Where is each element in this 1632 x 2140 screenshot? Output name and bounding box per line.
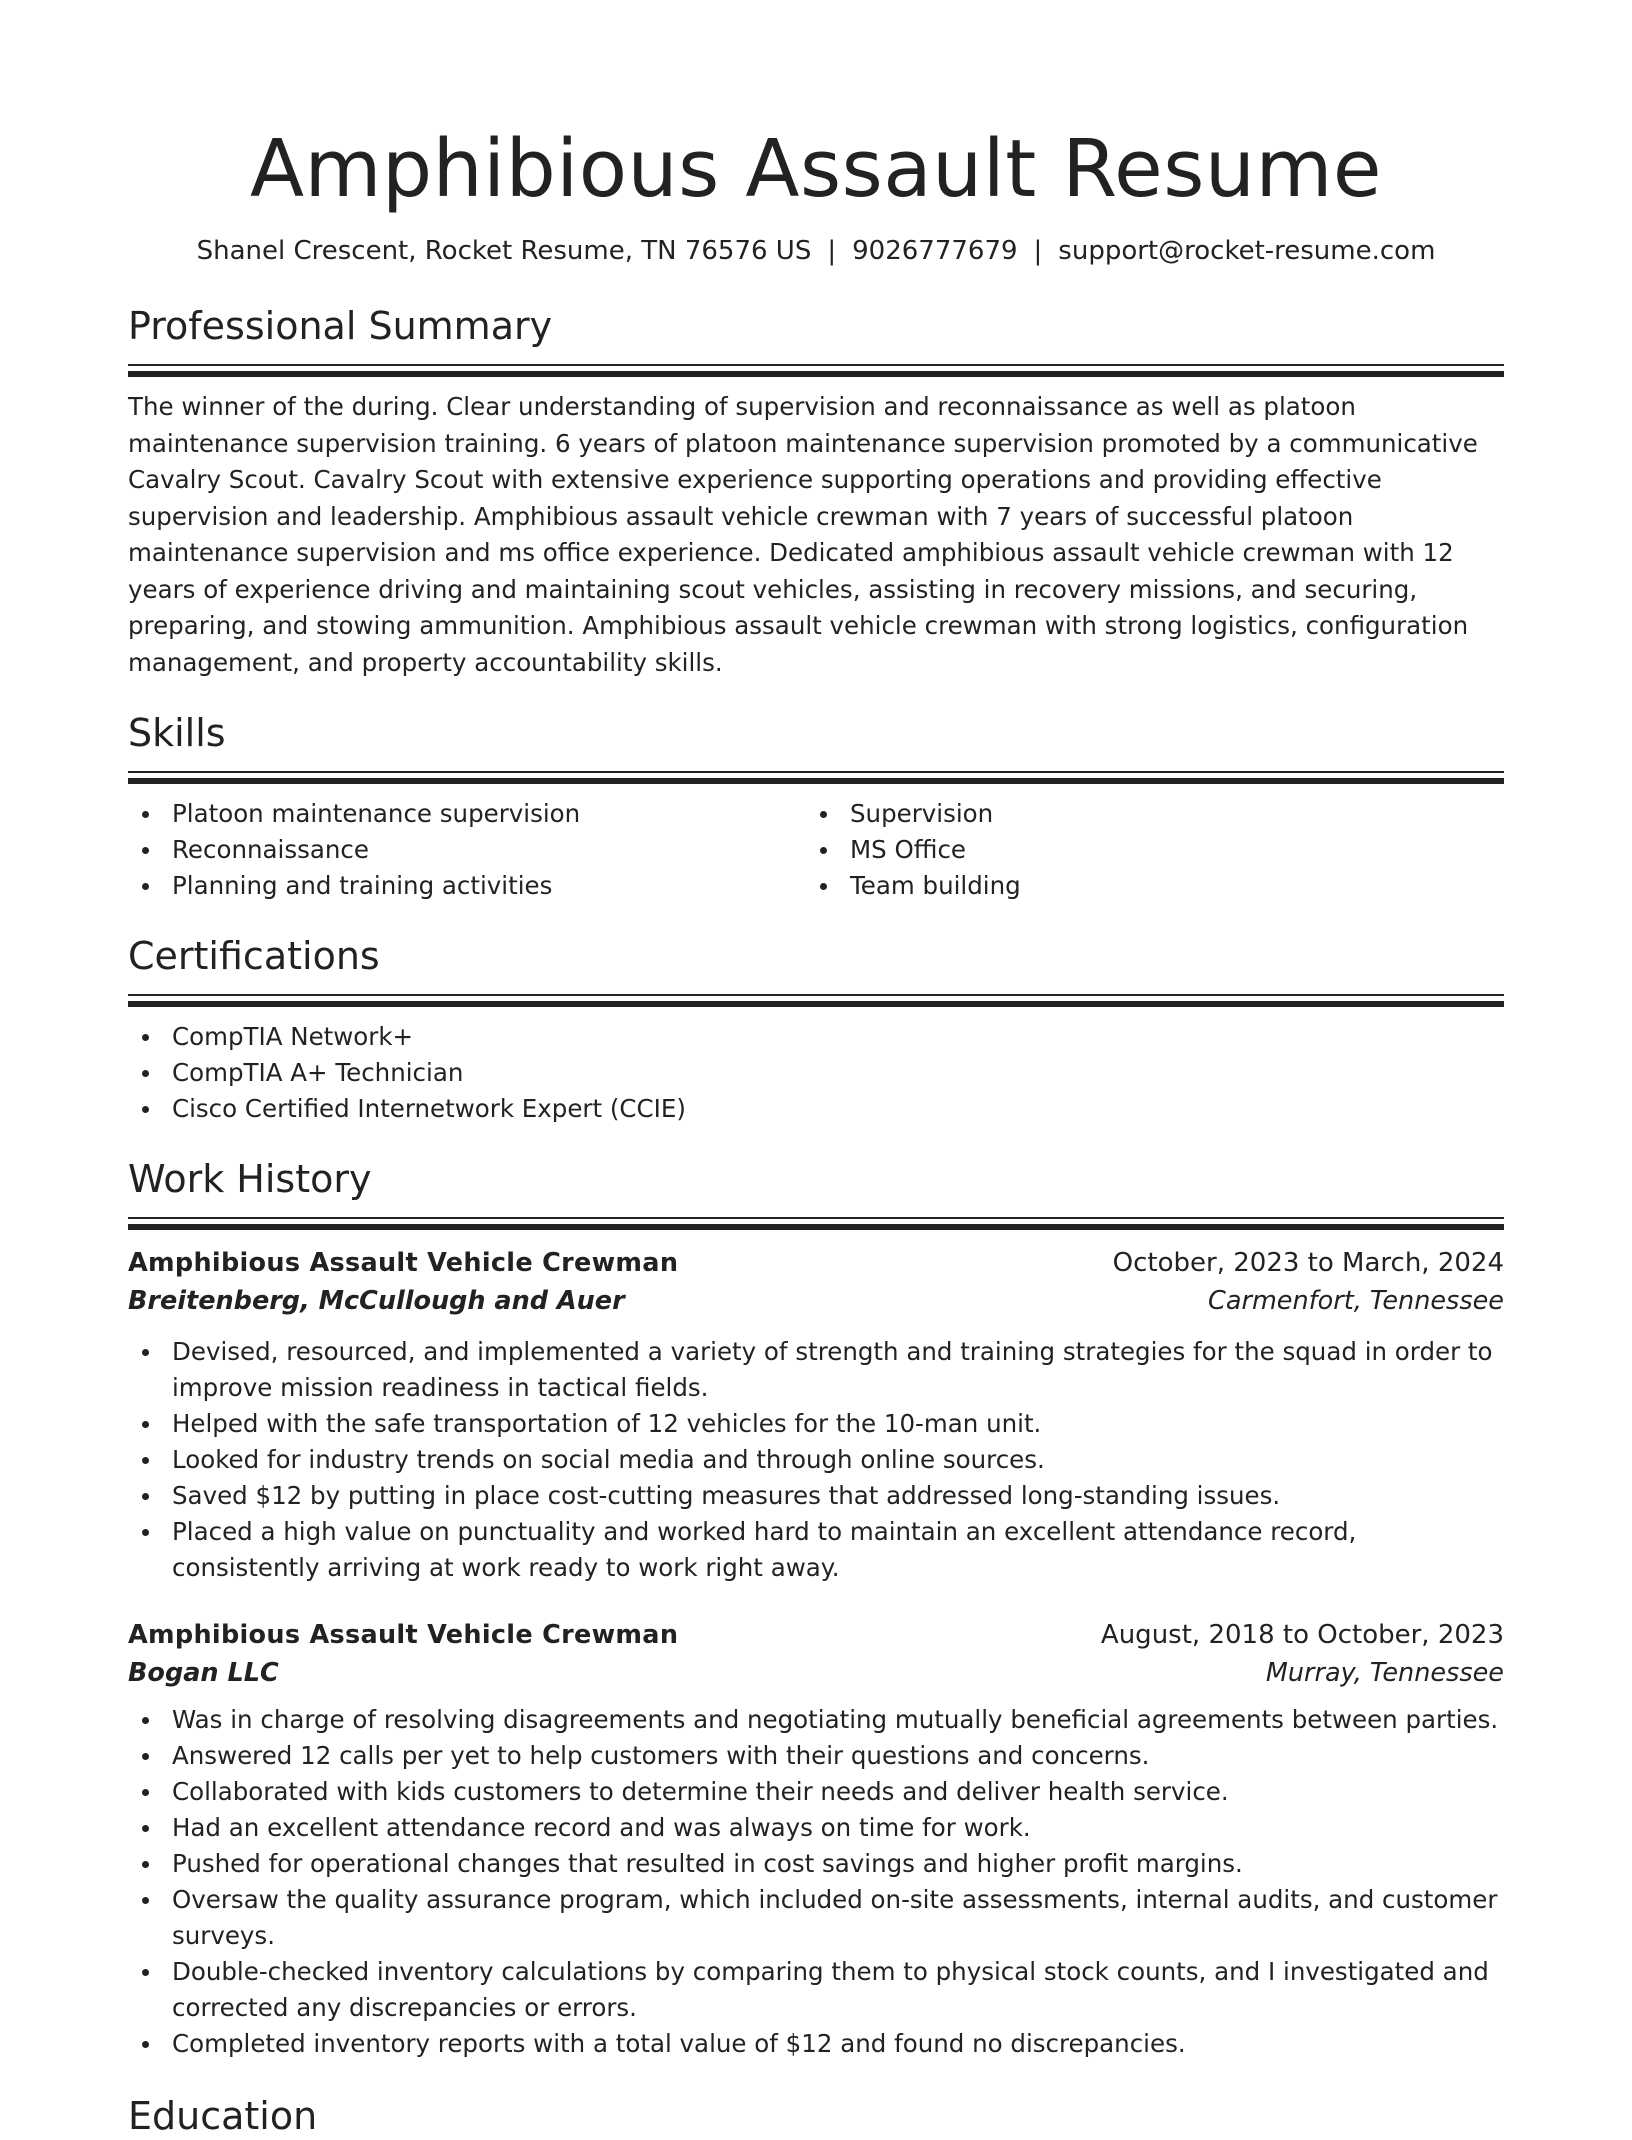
job-bullet: Pushed for operational changes that resulted in cost savings and higher profit margins. bbox=[128, 1846, 1504, 1882]
skill-item: MS Office bbox=[806, 832, 1484, 868]
job-company-row bbox=[128, 1654, 1504, 1692]
job-header-row bbox=[128, 1616, 1504, 1654]
section-divider bbox=[128, 771, 1504, 784]
job-entry bbox=[128, 1244, 1504, 1586]
contact-email[interactable]: support@rocket-resume.com bbox=[1058, 236, 1436, 266]
job-header-row bbox=[128, 1244, 1504, 1282]
skill-item: Team building bbox=[806, 868, 1484, 904]
job-bullet: Collaborated with kids customers to determine their needs and deliver health service. bbox=[128, 1774, 1504, 1810]
job-bullets bbox=[128, 1702, 1504, 2062]
contact-line bbox=[128, 234, 1504, 268]
job-bullet: Was in charge of resolving disagreements and negotiating mutually beneficial agreements between parties. bbox=[128, 1702, 1504, 1738]
skill-item: Reconnaissance bbox=[128, 832, 806, 868]
job-location: Murray, Tennessee bbox=[1265, 1658, 1504, 1688]
job-bullets bbox=[128, 1334, 1504, 1586]
job-location: Carmenfort, Tennessee bbox=[1208, 1286, 1504, 1316]
job-bullet: Saved $12 by putting in place cost-cutting measures that addressed long-standing issues. bbox=[128, 1478, 1504, 1514]
skills-section bbox=[128, 709, 1504, 904]
skill-item: Platoon maintenance supervision bbox=[128, 796, 806, 832]
contact-separator: | bbox=[827, 236, 837, 266]
job-company-row bbox=[128, 1282, 1504, 1320]
skills-columns bbox=[128, 796, 1504, 904]
job-title: Amphibious Assault Vehicle Crewman bbox=[128, 1248, 679, 1278]
skills-list-left bbox=[128, 796, 806, 904]
job-bullet: Oversaw the quality assurance program, which included on-site assessments, internal audits, and customer surveys. bbox=[128, 1882, 1504, 1954]
job-bullet: Looked for industry trends on social media and through online sources. bbox=[128, 1442, 1504, 1478]
skills-list-right bbox=[806, 796, 1484, 904]
job-company: Bogan LLC bbox=[128, 1658, 279, 1688]
job-bullet: Helped with the safe transportation of 12 vehicles for the 10-man unit. bbox=[128, 1406, 1504, 1442]
job-entry bbox=[128, 1616, 1504, 2062]
job-bullet: Double-checked inventory calculations by comparing them to physical stock counts, and I investigated and corrected any discrepancies or errors. bbox=[128, 1954, 1504, 2026]
job-dates: October, 2023 to March, 2024 bbox=[1112, 1248, 1504, 1278]
skill-item: Planning and training activities bbox=[128, 868, 806, 904]
section-heading-summary: Professional Summary bbox=[128, 304, 553, 348]
contact-address: Shanel Crescent, Rocket Resume, TN 76576 US bbox=[196, 236, 812, 266]
job-bullet: Placed a high value on punctuality and worked hard to maintain an excellent attendance record, consistently arriving at work ready to work right away. bbox=[128, 1514, 1504, 1586]
certifications-section bbox=[128, 932, 1504, 1127]
section-divider bbox=[128, 364, 1504, 377]
certification-item: CompTIA A+ Technician bbox=[128, 1055, 1504, 1091]
section-heading-work-history: Work History bbox=[128, 1157, 372, 1201]
summary-text: The winner of the during. Clear understanding of supervision and reconnaissance as well as platoon maintenance supervision training. 6 years of platoon maintenance supervision promoted by a communicative Cavalry Scout. Cavalry Scout with extensive experience supporting operations and providing effective supervision and leadership. Amphibious assault vehicle crewman with 7 years of successful platoon maintenance supervision and ms office experience. Dedicated amphibious assault vehicle crewman with 12 years of experience driving and maintaining scout vehicles, assisting in recovery missions, and securing, preparing, and stowing ammunition. Amphibious assault vehicle crewman with strong logistics, configuration management, and property accountability skills. bbox=[128, 392, 1478, 677]
job-bullet: Devised, resourced, and implemented a variety of strength and training strategies for the squad in order to improve mission readiness in tactical fields. bbox=[128, 1334, 1504, 1406]
job-company: Breitenberg, McCullough and Auer bbox=[128, 1286, 625, 1316]
education-section bbox=[128, 2092, 1504, 2140]
resume-content bbox=[128, 118, 1504, 2140]
job-title: Amphibious Assault Vehicle Crewman bbox=[128, 1620, 679, 1650]
section-divider bbox=[128, 1217, 1504, 1230]
page-title: Amphibious Assault Resume bbox=[249, 123, 1383, 215]
job-bullet: Had an excellent attendance record and was always on time for work. bbox=[128, 1810, 1504, 1846]
section-heading-education: Education bbox=[128, 2094, 318, 2138]
section-divider bbox=[128, 994, 1504, 1007]
job-bullet: Answered 12 calls per yet to help customers with their questions and concerns. bbox=[128, 1738, 1504, 1774]
section-heading-certifications: Certifications bbox=[128, 934, 380, 978]
contact-separator: | bbox=[1033, 236, 1043, 266]
summary-section bbox=[128, 302, 1504, 681]
contact-phone: 9026777679 bbox=[852, 236, 1018, 266]
section-heading-skills: Skills bbox=[128, 711, 226, 755]
certification-item: CompTIA Network+ bbox=[128, 1019, 1504, 1055]
skill-item: Supervision bbox=[806, 796, 1484, 832]
job-bullet: Completed inventory reports with a total value of $12 and found no discrepancies. bbox=[128, 2026, 1504, 2062]
certification-item: Cisco Certified Internetwork Expert (CCIE) bbox=[128, 1091, 1504, 1127]
job-dates: August, 2018 to October, 2023 bbox=[1100, 1620, 1504, 1650]
work-history-section bbox=[128, 1155, 1504, 2062]
certifications-list bbox=[128, 1019, 1504, 1127]
